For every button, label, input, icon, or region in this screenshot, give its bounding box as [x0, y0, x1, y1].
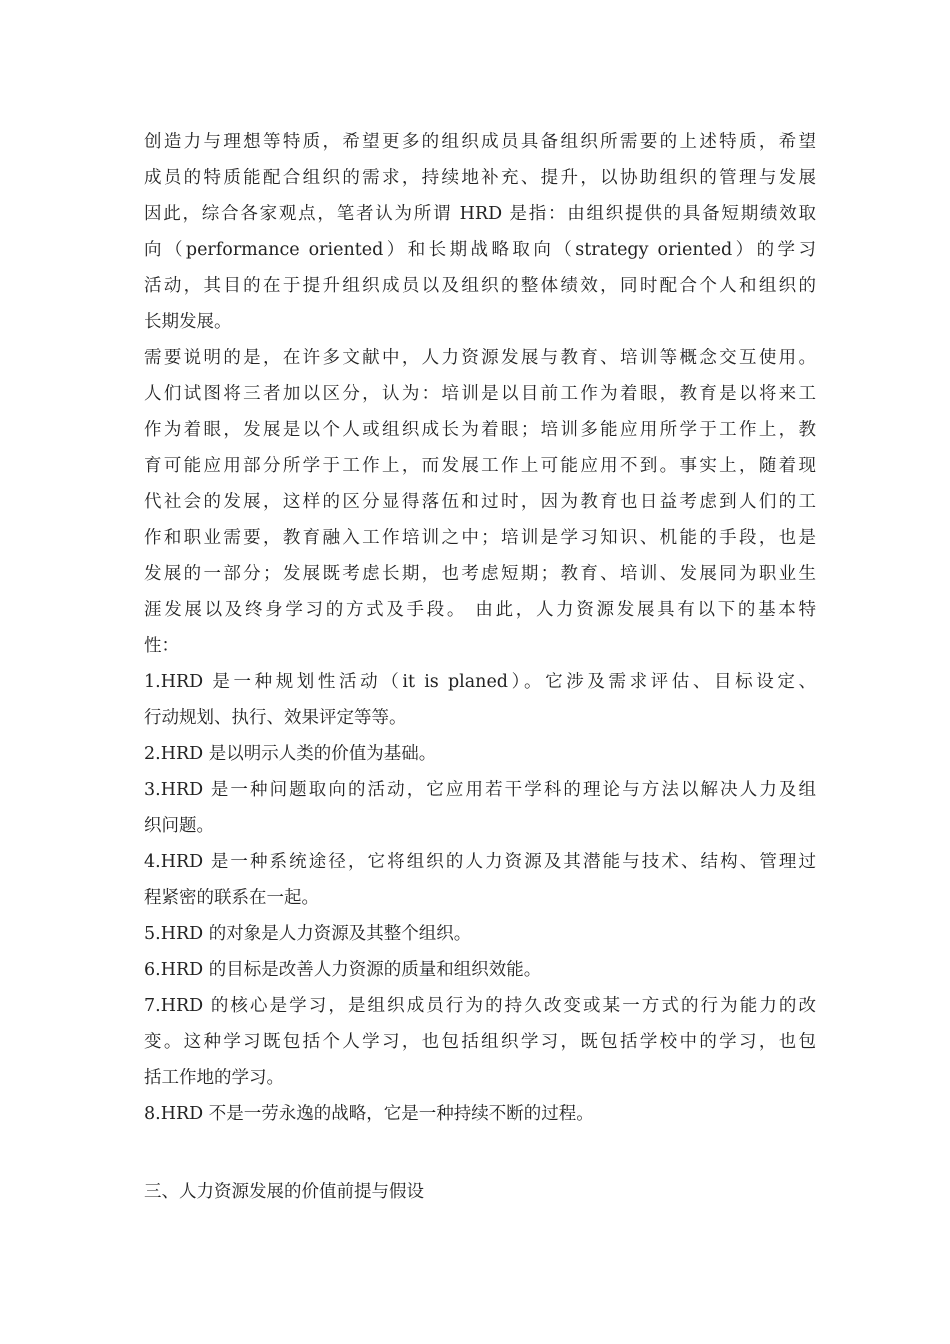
text-line: 7.HRD 的核心是学习，是组织成员行为的持久改变或某一方式的行为能力的改: [144, 996, 816, 1016]
text-line: 括工作地的学习。: [144, 1068, 284, 1088]
text-line: 因此，综合各家观点，笔者认为所谓 HRD 是指：由组织提供的具备短期绩效取: [144, 204, 816, 224]
text-line: 2.HRD 是以明示人类的价值为基础。: [144, 744, 437, 764]
text-line: 长期发展。: [144, 312, 232, 332]
text-line: 发展的一部分；发展既考虑长期，也考虑短期；教育、培训、发展同为职业生: [144, 564, 816, 584]
paragraph-hrd-education-training: [144, 340, 816, 664]
text-line: 作和职业需要，教育融入工作培训之中；培训是学习知识、机能的手段，也是: [144, 528, 816, 548]
body-text: [144, 124, 816, 1132]
text-line: 5.HRD 的对象是人力资源及其整个组织。: [144, 924, 472, 944]
paragraph-hrd-definition: [144, 124, 816, 340]
text-line: 行动规划、执行、效果评定等等。: [144, 708, 407, 728]
section-heading: 三、人力资源发展的价值前提与假设: [144, 1182, 424, 1202]
list-item: [144, 664, 816, 736]
text-line: 创造力与理想等特质，希望更多的组织成员具备组织所需要的上述特质，希望: [144, 132, 816, 152]
text-line: 成员的特质能配合组织的需求，持续地补充、提升，以协助组织的管理与发展: [144, 168, 816, 188]
text-line: 变。这种学习既包括个人学习，也包括组织学习，既包括学校中的学习，也包: [144, 1032, 816, 1052]
text-line: 性：: [144, 636, 179, 656]
text-line: 作为着眼，发展是以个人或组织成长为着眼；培训多能应用所学于工作上，教: [144, 420, 816, 440]
text-line: 向（performance oriented）和长期战略取向（strategy oriented）的学习: [144, 240, 816, 260]
text-line: 人们试图将三者加以区分，认为：培训是以目前工作为着眼，教育是以将来工: [144, 384, 816, 404]
text-line: 需要说明的是，在许多文献中，人力资源发展与教育、培训等概念交互使用。: [144, 348, 816, 368]
text-line: 涯发展以及终身学习的方式及手段。 由此，人力资源发展具有以下的基本特: [144, 600, 816, 620]
list-item: [144, 844, 816, 916]
list-item: [144, 988, 816, 1096]
text-line: 3.HRD 是一种问题取向的活动，它应用若干学科的理论与方法以解决人力及组: [144, 780, 816, 800]
text-line: 1.HRD 是一种规划性活动（it is planed）。它涉及需求评估、目标设定、: [144, 672, 816, 692]
text-line: 织问题。: [144, 816, 214, 836]
text-line: 活动，其目的在于提升组织成员以及组织的整体绩效，同时配合个人和组织的: [144, 276, 816, 296]
text-line: 4.HRD 是一种系统途径，它将组织的人力资源及其潜能与技术、结构、管理过: [144, 852, 816, 872]
list-item: [144, 772, 816, 844]
list-item: [144, 736, 816, 772]
text-line: 8.HRD 不是一劳永逸的战略，它是一种持续不断的过程。: [144, 1104, 594, 1124]
text-line: 代社会的发展，这样的区分显得落伍和过时，因为教育也日益考虑到人们的工: [144, 492, 816, 512]
list-item: [144, 952, 816, 988]
list-item: [144, 916, 816, 952]
text-line: 6.HRD 的目标是改善人力资源的质量和组织效能。: [144, 960, 542, 980]
text-line: 程紧密的联系在一起。: [144, 888, 319, 908]
list-item: [144, 1096, 816, 1132]
text-line: 育可能应用部分所学于工作上，而发展工作上可能应用不到。事实上，随着现: [144, 456, 816, 476]
